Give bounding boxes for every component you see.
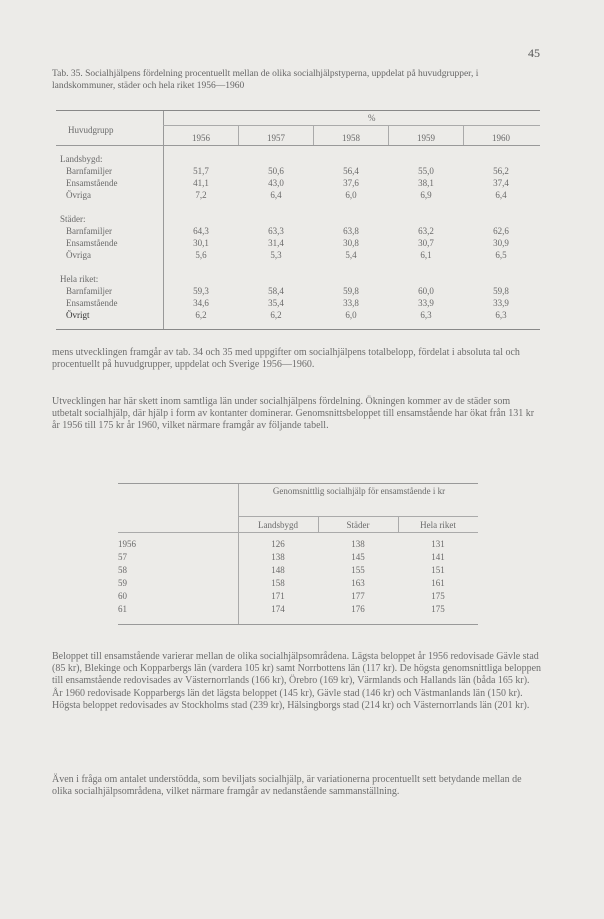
row-label: 58 [118,565,127,575]
column-header: Hela riket [420,520,456,530]
table-cell: 59,8 [343,286,359,296]
paragraph: Beloppet till ensamstående varierar mellan de olika socialhjälpsområdena. Lägsta beloppet år 1956 redovisade Gävle stad (85 kr), Blekinge och Kopparbergs län (vardera 105 kr) samt Norrbottens län (117 kr). De högsta genomsnittliga beloppen till ensamstående redovisades av Västernorrlands (166 kr), Örebro (169 kr), Värmlands och Hallands län (båda 165 kr). År 1960 redovisade Kopparbergs län det lägsta beloppet (145 kr), Gävle stad (146 kr) och Västmanlands län (150 kr). Högsta beloppet redovisades av Stockholms stad (239 kr), Hälsingborgs stad (214 kr) och Västernorrlands län (201 kr). [52,651,542,711]
table-cell: 131 [431,539,445,549]
table-cell: 63,8 [343,226,359,236]
table-cell: 41,1 [193,178,209,188]
table-cell: 60,0 [418,286,434,296]
table-cell: 175 [431,604,445,614]
table-cell: 63,3 [268,226,284,236]
table-cell: 5,3 [270,250,282,260]
table-cell: 30,8 [343,238,359,248]
row-label: Barnfamiljer [66,166,112,176]
table-cell: 37,4 [493,178,509,188]
group-title: Landsbygd: [60,154,103,164]
table-cell: 37,6 [343,178,359,188]
table-cell: 6,9 [420,190,432,200]
row-label: 61 [118,604,127,614]
column-header: Städer [346,520,370,530]
table-cell: 6,2 [270,310,282,320]
table-unit: % [368,113,376,123]
table-cell: 30,7 [418,238,434,248]
row-label: Övriga [66,190,91,200]
paragraph: Utvecklingen har här skett inom samtliga län under socialhjälpens fördelning. Ökningen kommer av de städer som utbetalt socialhjälp, där hjälp i form av kontanter dominerar. Genomsnittsbeloppet till ensamstående har ökat från 131 kr år 1956 till 175 kr år 1960, vilket närmare framgår av följande tabell. [52,396,535,432]
table-cell: 62,6 [493,226,509,236]
table-cell: 6,4 [270,190,282,200]
table-cell: 158 [271,578,285,588]
table-cell: 176 [351,604,365,614]
table-cell: 33,9 [493,298,509,308]
table-cell: 56,2 [493,166,509,176]
table-cell: 145 [351,552,365,562]
row-label: Ensamstående [66,238,118,248]
row-label: Övriga [66,250,91,260]
table-cell: 63,2 [418,226,434,236]
table-cell: 30,9 [493,238,509,248]
table-cell: 38,1 [418,178,434,188]
table-cell: 5,6 [195,250,207,260]
row-label: Ensamstående [66,178,118,188]
table-cell: 58,4 [268,286,284,296]
table-cell: 43,0 [268,178,284,188]
table-cell: 34,6 [193,298,209,308]
table-cell: 163 [351,578,365,588]
row-label: Barnfamiljer [66,226,112,236]
table-cell: 177 [351,591,365,601]
table-cell: 175 [431,591,445,601]
group-title: Hela riket: [60,274,99,284]
table-cell: 6,1 [420,250,432,260]
table-cell: 151 [431,565,445,575]
row-header: Huvudgrupp [68,125,114,135]
table-cell: 174 [271,604,285,614]
genomsnitt-table [118,483,478,625]
table-cell: 33,9 [418,298,434,308]
table-cell: 50,6 [268,166,284,176]
socialhjalp-share-table [56,110,540,330]
year-header: 1958 [342,133,360,143]
table-cell: 30,1 [193,238,209,248]
paragraph: mens utvecklingen framgår av tab. 34 och 35 med uppgifter om socialhjälpens totalbelopp, fördelat i absoluta tal och procentuellt på huvudgrupper, uppdelat och Sverige 1956—1960. [52,347,520,371]
table-cell: 6,5 [495,250,507,260]
row-label: 59 [118,578,127,588]
table-cell: 6,0 [345,310,357,320]
table-cell: 35,4 [268,298,284,308]
table-cell: 59,8 [493,286,509,296]
table-cell: 7,2 [195,190,207,200]
table-cell: 31,4 [268,238,284,248]
table-cell: 161 [431,578,445,588]
table-cell: 138 [351,539,365,549]
year-header: 1957 [267,133,285,143]
row-label: 1956 [118,539,136,549]
column-header: Landsbygd [258,520,298,530]
table-cell: 6,0 [345,190,357,200]
table-cell: 33,8 [343,298,359,308]
year-header: 1959 [417,133,435,143]
page-number: 45 [528,46,540,60]
table-cell: 59,3 [193,286,209,296]
table-cell: 6,3 [495,310,507,320]
table-caption: Tab. 35. Socialhjälpens fördelning procentuellt mellan de olika socialhjälpstyperna, uppdelat på huvudgrupper, i landskommuner, städer och hela riket 1956—1960 [52,69,479,91]
table-cell: 141 [431,552,445,562]
row-label: 57 [118,552,127,562]
table-cell: 171 [271,591,285,601]
year-header: 1956 [192,133,210,143]
group-title: Städer: [60,214,86,224]
table-cell: 56,4 [343,166,359,176]
table-cell: 148 [271,565,285,575]
table-cell: 55,0 [418,166,434,176]
year-header: 1960 [492,133,510,143]
paragraph: Även i fråga om antalet understödda, som beviljats socialhjälp, är variationerna procentuellt sett betydande mellan de olika socialhjälpsområdena, vilket närmare framgår av nedanstående sammanställning. [52,774,522,798]
row-label: 60 [118,591,127,601]
table-cell: 6,3 [420,310,432,320]
table-cell: 5,4 [345,250,357,260]
table-cell: 6,2 [195,310,207,320]
table-cell: 155 [351,565,365,575]
table-cell: 6,4 [495,190,507,200]
table-cell: 51,7 [193,166,209,176]
table-title: Genomsnittlig socialhjälp för ensamstående i kr [272,486,446,496]
row-label: Ensamstående [66,298,118,308]
table-cell: 126 [271,539,285,549]
row-label: Barnfamiljer [66,286,112,296]
row-label: Övrigt [66,310,90,320]
table-cell: 138 [271,552,285,562]
table-cell: 64,3 [193,226,209,236]
